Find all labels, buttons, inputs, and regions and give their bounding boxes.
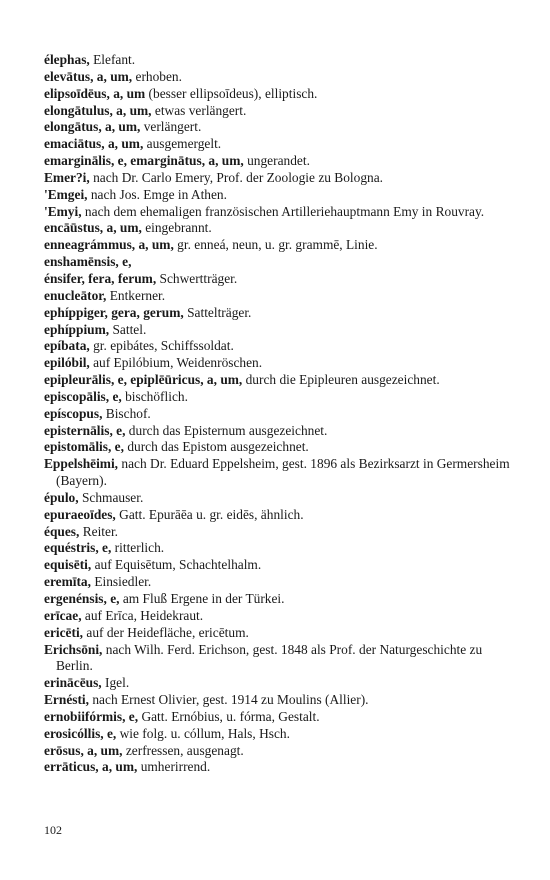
page-number: 102 — [44, 823, 62, 837]
dictionary-entry — [44, 254, 516, 271]
entry-definition: eingebrannt. — [141, 220, 212, 236]
dictionary-entry — [44, 136, 516, 153]
entry-definition: ungerandet. — [243, 153, 310, 169]
entry-headword: epilóbil, — [44, 355, 90, 371]
entry-headword: equisēti, — [44, 557, 92, 573]
dictionary-entry — [44, 170, 516, 187]
entry-headword: elongātulus, a, um, — [44, 102, 152, 118]
entry-headword: epistomālis, e, — [44, 439, 124, 455]
entry-definition: Schwertträger. — [156, 270, 238, 286]
entry-definition: Sattelträger. — [183, 304, 252, 320]
entry-headword: 'Emgei, — [44, 186, 88, 202]
entry-headword: Emer?i, — [44, 169, 90, 185]
entry-definition: am Fluß Ergene in der Türkei. — [119, 591, 285, 606]
entry-definition: Igel. — [101, 675, 130, 691]
entry-definition: Gatt. Epurāēa u. gr. eidēs, ähnlich. — [115, 506, 304, 522]
entry-definition: nach Dr. Eduard Eppelsheim, gest. 1896 als Bezirksarzt in Germersheim (Bayern). — [56, 456, 510, 489]
entry-headword: énsifer, fera, ferum, — [44, 270, 157, 286]
dictionary-entry — [44, 642, 516, 676]
dictionary-entry — [44, 305, 516, 322]
entry-headword: erīcae, — [44, 607, 82, 623]
entry-definition: Elefant. — [89, 52, 136, 67]
dictionary-entry — [44, 372, 516, 389]
entry-definition: nach dem ehemaligen französischen Artilleriehauptmann Emy in Rouvray. — [81, 203, 485, 219]
entry-headword: ericēti, — [44, 624, 84, 640]
dictionary-entry — [44, 759, 516, 776]
entry-headword: erosicóllis, e, — [44, 725, 117, 741]
entry-definition: Sattel. — [109, 321, 147, 337]
entry-headword: ernobiifórmis, e, — [44, 708, 139, 724]
entry-headword: emarginālis, e, emarginātus, a, um, — [44, 153, 244, 169]
entry-headword: ephíppium, — [44, 321, 110, 337]
dictionary-entry — [44, 423, 516, 440]
entry-definition: auf der Heidefläche, ericētum. — [83, 624, 249, 640]
entry-definition: etwas verlängert. — [151, 102, 247, 118]
dictionary-entry — [44, 338, 516, 355]
dictionary-entry — [44, 204, 516, 221]
entry-headword: erōsus, a, um, — [44, 742, 123, 758]
entry-headword: equéstris, e, — [44, 540, 112, 556]
entry-definition: auf Epilóbium, Weidenröschen. — [89, 355, 263, 371]
dictionary-entry — [44, 187, 516, 204]
dictionary-entry — [44, 726, 516, 743]
entry-definition: Reiter. — [79, 523, 119, 539]
entry-definition: Einsiedler. — [90, 574, 152, 590]
dictionary-entry — [44, 540, 516, 557]
entry-definition: nach Dr. Carlo Emery, Prof. der Zoologie zu Bologna. — [89, 169, 384, 185]
entry-definition: ausgemergelt. — [143, 136, 222, 152]
dictionary-entry — [44, 439, 516, 456]
entry-headword: ergenénsis, e, — [44, 591, 120, 606]
dictionary-entry — [44, 557, 516, 574]
dictionary-entry — [44, 709, 516, 726]
dictionary-entry — [44, 591, 516, 608]
entry-definition: auf Equisētum, Schachtelhalm. — [91, 557, 262, 573]
entry-definition: (besser ellipsoīdeus), elliptisch. — [145, 85, 318, 101]
entry-definition: nach Ernest Olivier, gest. 1914 zu Moulins (Allier). — [89, 692, 369, 708]
entry-definition: nach Wilh. Ferd. Erichson, gest. 1848 als Prof. der Naturgeschichte zu Berlin. — [56, 641, 483, 674]
dictionary-entry — [44, 103, 516, 120]
entry-headword: éques, — [44, 523, 80, 539]
dictionary-entry — [44, 456, 516, 490]
dictionary-entry — [44, 322, 516, 339]
dictionary-entry — [44, 743, 516, 760]
entry-headword: elipsoīdēus, a, um — [44, 85, 146, 101]
entry-headword: episternālis, e, — [44, 422, 126, 438]
dictionary-entry — [44, 220, 516, 237]
entry-headword: eremīta, — [44, 574, 91, 590]
entry-definition: durch das Episternum ausgezeichnet. — [125, 422, 328, 438]
entry-definition: auf Erīca, Heidekraut. — [81, 607, 204, 623]
entry-definition: gr. enneá, neun, u. gr. grammē, Linie. — [173, 237, 378, 253]
entry-definition: Schmauser. — [78, 489, 144, 505]
entry-headword: Ernésti, — [44, 692, 90, 708]
entry-headword: epíbata, — [44, 338, 90, 354]
entry-definition: Gatt. Ernóbius, u. fórma, Gestalt. — [138, 708, 320, 724]
entry-headword: Erichsōni, — [44, 641, 103, 657]
entry-headword: emaciātus, a, um, — [44, 136, 144, 152]
entry-definition: Bischof. — [102, 405, 151, 421]
entry-headword: elevātus, a, um, — [44, 68, 133, 84]
entry-headword: epíscopus, — [44, 405, 103, 421]
dictionary-entry — [44, 52, 516, 69]
dictionary-entry — [44, 507, 516, 524]
entry-list — [44, 52, 516, 776]
entry-headword: errāticus, a, um, — [44, 759, 138, 775]
entry-headword: elongātus, a, um, — [44, 119, 141, 135]
entry-definition: durch das Epistom ausgezeichnet. — [123, 439, 309, 455]
entry-headword: ephíppiger, gera, gerum, — [44, 304, 184, 320]
entry-definition: umherirrend. — [137, 759, 211, 775]
entry-headword: enneagrámmus, a, um, — [44, 237, 174, 253]
entry-headword: élephas, — [44, 52, 90, 67]
entry-definition: zerfressen, ausgenagt. — [122, 742, 244, 758]
dictionary-entry — [44, 389, 516, 406]
dictionary-entry — [44, 608, 516, 625]
entry-definition: Entkerner. — [106, 287, 166, 303]
entry-headword: enucleātor, — [44, 287, 107, 303]
entry-headword: épulo, — [44, 489, 79, 505]
dictionary-entry — [44, 86, 516, 103]
dictionary-entry — [44, 69, 516, 86]
dictionary-entry — [44, 524, 516, 541]
entry-headword: Eppelshēimi, — [44, 456, 119, 472]
entry-definition: erhoben. — [132, 68, 182, 84]
dictionary-entry — [44, 119, 516, 136]
entry-definition: ritterlich. — [111, 540, 165, 556]
entry-headword: erinācēus, — [44, 675, 102, 691]
entry-headword: 'Emyi, — [44, 203, 82, 219]
entry-headword: enshamēnsis, e, — [44, 254, 132, 270]
dictionary-entry — [44, 271, 516, 288]
dictionary-entry — [44, 406, 516, 423]
dictionary-entry — [44, 625, 516, 642]
dictionary-entry — [44, 288, 516, 305]
dictionary-entry — [44, 574, 516, 591]
dictionary-entry — [44, 490, 516, 507]
entry-headword: epipleurālis, e, epiplēūricus, a, um, — [44, 372, 243, 388]
entry-definition: wie folg. u. cóllum, Hals, Hsch. — [116, 725, 290, 741]
dictionary-entry — [44, 355, 516, 372]
entry-definition: durch die Epipleuren ausgezeichnet. — [242, 372, 440, 388]
entry-definition: bischöflich. — [121, 388, 188, 404]
entry-definition: nach Jos. Emge in Athen. — [87, 186, 227, 202]
dictionary-entry — [44, 153, 516, 170]
dictionary-entry — [44, 237, 516, 254]
dictionary-entry — [44, 675, 516, 692]
entry-definition: verlängert. — [140, 119, 202, 135]
entry-headword: encāūstus, a, um, — [44, 220, 142, 236]
dictionary-entry — [44, 692, 516, 709]
entry-headword: epuraeoīdes, — [44, 506, 116, 522]
entry-headword: episcopālis, e, — [44, 388, 122, 404]
entry-definition: gr. epibátes, Schiffssoldat. — [89, 338, 234, 354]
